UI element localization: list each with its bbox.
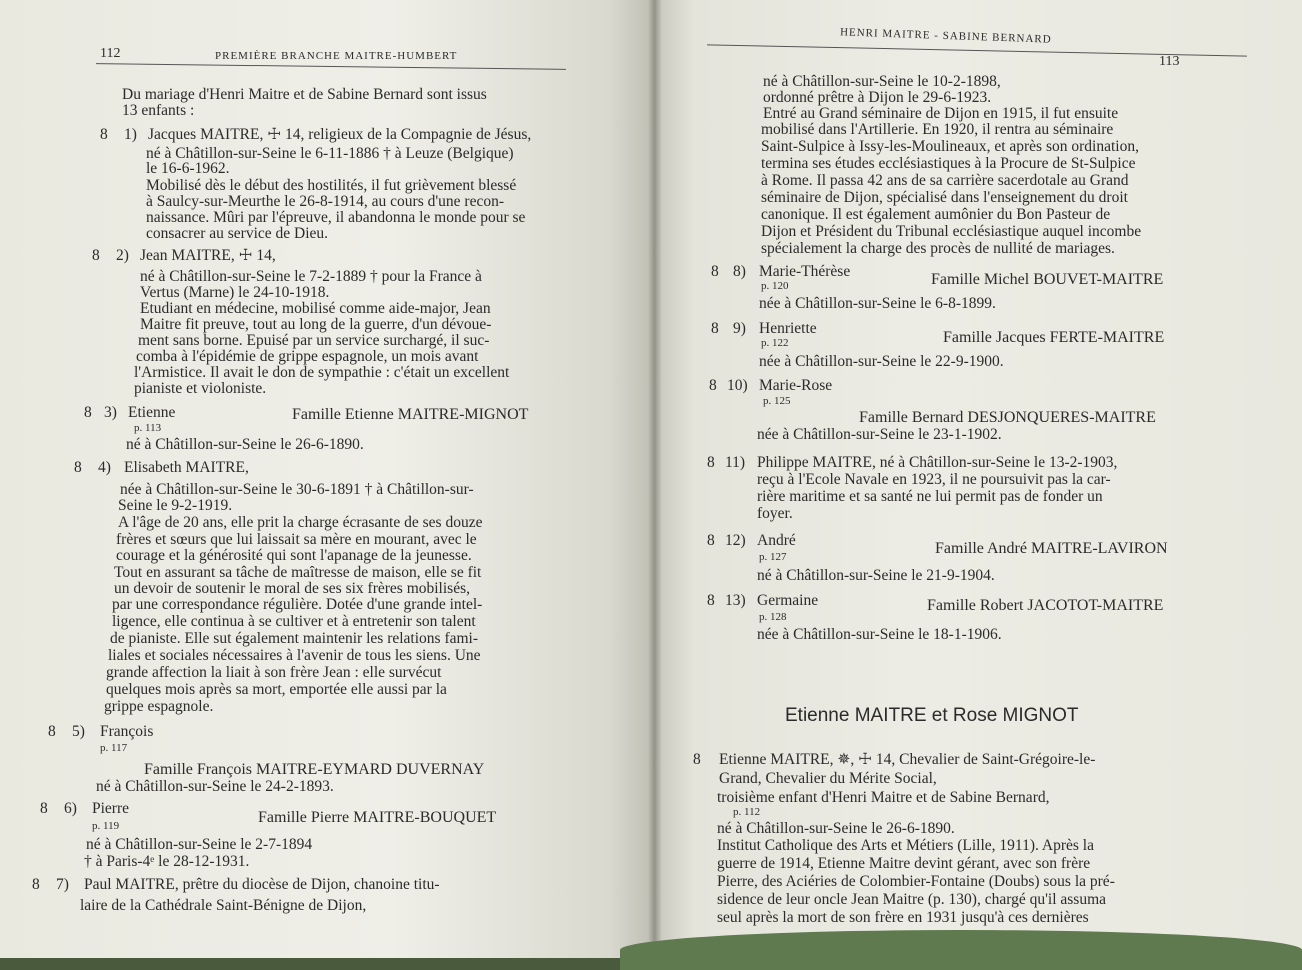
- family-link: Famille Etienne MAITRE-MIGNOT: [292, 406, 529, 423]
- family-link: Famille François MAITRE-EYMARD DUVERNAY: [144, 761, 485, 778]
- page-reference: p. 117: [100, 742, 128, 754]
- text-line: Tout en assurant sa tâche de maîtresse de maison, elle se fit: [114, 564, 482, 581]
- text-line: guerre de 1914, Etienne Maitre devint gérant, avec son frère: [717, 855, 1091, 872]
- text-line: foyer.: [757, 505, 793, 522]
- text-line: Entré au Grand séminaire de Dijon en 1915, il fut ensuite: [763, 105, 1119, 122]
- text-line: à Saulcy-sur-Meurthe le 26-8-1914, au cours d'une recon-: [146, 193, 504, 210]
- text-line: rière maritime et sa santé ne lui permit pas de fonder un: [757, 488, 1103, 505]
- text-line: spécialement la charge des procès de nullité de mariages.: [761, 240, 1115, 257]
- person-name: Pierre: [92, 800, 130, 817]
- entry-number: 2): [116, 247, 129, 264]
- entry-number: 13): [725, 592, 746, 609]
- text-line: termina ses études ecclésiastiques à la Procure de St-Sulpice: [761, 155, 1136, 172]
- text-line: quelques mois après sa mort, emportée elle aussi par la: [106, 681, 447, 698]
- generation-number: 8: [711, 263, 719, 280]
- generation-number: 8: [74, 459, 82, 476]
- family-link: Famille Robert JACOTOT-MAITRE: [927, 597, 1164, 614]
- text-line: né à Châtillon-sur-Seine le 7-2-1889 † pour la France à: [140, 268, 482, 285]
- page-reference: p. 112: [733, 806, 761, 818]
- entry-number: 8): [733, 263, 746, 280]
- generation-number: 8: [84, 404, 92, 421]
- text-line: née à Châtillon-sur-Seine le 30-6-1891 † à Châtillon-sur-: [120, 481, 474, 498]
- header-rule: [96, 63, 566, 70]
- text-line: Saint-Sulpice à Issy-les-Moulineaux, et après son ordination,: [761, 138, 1139, 155]
- text-line: 13 enfants :: [122, 102, 195, 119]
- generation-number: 8: [92, 247, 100, 264]
- generation-number: 8: [100, 126, 108, 143]
- text-line: né à Châtillon-sur-Seine le 2-7-1894: [86, 836, 313, 853]
- entry-number: 3): [104, 404, 117, 421]
- text-line: frères et sœurs que lui laissait sa mère en mourant, avec le: [116, 531, 477, 548]
- text-line: un devoir de soutenir le moral de ses six frères mobilisés,: [114, 580, 470, 597]
- generation-number: 8: [707, 592, 715, 609]
- section-title: Etienne MAITRE et Rose MIGNOT: [785, 705, 1079, 726]
- text-line: né à Châtillon-sur-Seine le 6-11-1886 † à Leuze (Belgique): [146, 145, 514, 162]
- text-line: né à Châtillon-sur-Seine le 10-2-1898,: [763, 73, 1001, 90]
- text-line: grippe espagnole.: [104, 698, 214, 715]
- text-line: canonique. Il est également aumônier du Bon Pasteur de: [761, 206, 1111, 223]
- person-name: Etienne: [128, 404, 176, 421]
- page-reference: p. 128: [759, 611, 787, 623]
- text-line: le 16-6-1962.: [146, 160, 230, 177]
- text-line: Jean MAITRE, ☩ 14,: [140, 247, 276, 264]
- text-line: Etienne MAITRE, ✵, ☩ 14, Chevalier de Saint-Grégoire-le-: [719, 751, 1096, 768]
- family-link: Famille Jacques FERTE-MAITRE: [943, 329, 1165, 346]
- page-reference: p. 120: [761, 280, 789, 292]
- text-line: liales et sociales nécessaires à l'avenir de tous les siens. Une: [108, 647, 481, 664]
- text-line: Paul MAITRE, prêtre du diocèse de Dijon, chanoine titu-: [84, 876, 440, 893]
- text-line: né à Châtillon-sur-Seine le 24-2-1893.: [96, 778, 334, 795]
- text-line: née à Châtillon-sur-Seine le 6-8-1899.: [759, 295, 996, 312]
- family-link: Famille Pierre MAITRE-BOUQUET: [258, 809, 497, 826]
- text-line: ligence, elle continua à se cultiver et à entretenir son talent: [112, 613, 476, 630]
- text-line: pianiste et violoniste.: [134, 380, 267, 397]
- entry-number: 10): [727, 377, 748, 394]
- running-header: PREMIÈRE BRANCHE MAITRE-HUMBERT: [215, 50, 458, 62]
- page-reference: p. 127: [759, 551, 787, 563]
- text-line: mobilisé dans l'Artillerie. En 1920, il rentra au séminaire: [761, 121, 1114, 138]
- text-line: né à Châtillon-sur-Seine le 26-6-1890.: [126, 436, 364, 453]
- text-line: comba à l'épidémie de grippe espagnole, un mois avant: [136, 348, 479, 365]
- text-line: Pierre, des Aciéries de Colombier-Fontaine (Doubs) sous la pré-: [717, 873, 1115, 890]
- family-link: Famille Michel BOUVET-MAITRE: [931, 271, 1164, 288]
- family-link: Famille Bernard DESJONQUERES-MAITRE: [859, 409, 1156, 426]
- generation-number: 8: [711, 320, 719, 337]
- text-line: Institut Catholique des Arts et Métiers (Lille, 1911). Après la: [717, 837, 1094, 854]
- generation-number: 8: [40, 800, 48, 817]
- text-line: à Rome. Il passa 42 ans de sa carrière sacerdotale au Grand: [761, 172, 1129, 189]
- generation-number: 8: [707, 532, 715, 549]
- text-line: consacrer au service de Dieu.: [146, 225, 329, 242]
- generation-number: 8: [693, 751, 701, 768]
- text-line: Mobilisé dès le début des hostilités, il fut grièvement blessé: [146, 177, 517, 194]
- page-number: 112: [100, 46, 121, 61]
- text-line: née à Châtillon-sur-Seine le 22-9-1900.: [759, 353, 1004, 370]
- text-line: Maitre fit preuve, tout au long de la guerre, d'un dévoue-: [140, 316, 492, 333]
- text-line: troisième enfant d'Henri Maitre et de Sabine Bernard,: [717, 789, 1050, 806]
- text-line: Jacques MAITRE, ☩ 14, religieux de la Compagnie de Jésus,: [148, 126, 532, 143]
- text-line: sidence de leur oncle Jean Maitre (p. 130), chargé qu'il assuma: [717, 891, 1107, 908]
- left-page: [0, 0, 655, 958]
- book-gutter: [648, 0, 662, 958]
- generation-number: 8: [707, 454, 715, 471]
- entry-number: 11): [725, 454, 746, 471]
- generation-number: 8: [709, 377, 717, 394]
- page-number: 113: [1159, 54, 1180, 69]
- text-line: courage et la générosité qui sont l'apanage de la jeunesse.: [116, 547, 472, 564]
- text-line: seul après la mort de son frère en 1931 jusqu'à ces dernières: [717, 909, 1089, 926]
- page-reference: p. 119: [92, 820, 120, 832]
- entry-number: 7): [56, 876, 69, 893]
- text-line: † à Paris-4ᵉ le 28-12-1931.: [84, 853, 250, 870]
- text-line: née à Châtillon-sur-Seine le 23-1-1902.: [757, 426, 1002, 443]
- text-line: laire de la Cathédrale Saint-Bénigne de Dijon,: [80, 897, 367, 914]
- text-line: Seine le 9-2-1919.: [118, 497, 233, 514]
- entry-number: 1): [124, 126, 137, 143]
- text-line: reçu à l'Ecole Navale en 1923, il ne poursuivit pas la car-: [757, 471, 1111, 488]
- text-line: Grand, Chevalier du Mérite Social,: [719, 770, 937, 787]
- text-line: Du mariage d'Henri Maitre et de Sabine Bernard sont issus: [122, 86, 487, 103]
- entry-number: 4): [98, 459, 111, 476]
- entry-number: 6): [64, 800, 77, 817]
- entry-number: 12): [725, 532, 746, 549]
- text-line: A l'âge de 20 ans, elle prit la charge écrasante de ses douze: [118, 514, 483, 531]
- text-line: né à Châtillon-sur-Seine le 21-9-1904.: [757, 567, 995, 584]
- text-line: l'Armistice. Il avait le don de sympathie : c'était un excellent: [134, 364, 510, 381]
- person-name: Marie-Rose: [759, 377, 833, 394]
- entry-number: 5): [72, 723, 85, 740]
- background-object: [620, 930, 1302, 970]
- text-line: né à Châtillon-sur-Seine le 26-6-1890.: [717, 820, 955, 837]
- text-line: Dijon et Président du Tribunal ecclésiastique auquel incombe: [761, 223, 1142, 240]
- text-line: grande affection la liait à son frère Jean : elle survécut: [106, 664, 442, 681]
- right-page: [655, 0, 1302, 958]
- page-reference: p. 113: [134, 422, 162, 434]
- family-link: Famille André MAITRE-LAVIRON: [935, 540, 1168, 557]
- person-name: Germaine: [757, 592, 819, 609]
- entry-number: 9): [733, 320, 746, 337]
- running-header: HENRI MAITRE - SABINE BERNARD: [839, 26, 1052, 46]
- text-line: Elisabeth MAITRE,: [124, 459, 249, 476]
- text-line: ment sans borne. Epuisé par un service surchargé, il suc-: [138, 332, 490, 349]
- text-line: naissance. Mûri par l'épreuve, il abandonna le monde pour se: [146, 209, 526, 226]
- generation-number: 8: [48, 723, 56, 740]
- text-line: Philippe MAITRE, né à Châtillon-sur-Seine le 13-2-1903,: [757, 454, 1118, 471]
- person-name: François: [100, 723, 154, 740]
- text-line: de pianiste. Elle sut également maintenir les relations fami-: [110, 630, 479, 647]
- text-line: née à Châtillon-sur-Seine le 18-1-1906.: [757, 626, 1002, 643]
- text-line: Vertus (Marne) le 24-10-1918.: [140, 284, 330, 301]
- text-line: ordonné prêtre à Dijon le 29-6-1923.: [763, 89, 992, 106]
- text-line: séminaire de Dijon, spécialisé dans l'enseignement du droit: [761, 189, 1128, 206]
- page-reference: p. 122: [761, 337, 789, 349]
- generation-number: 8: [32, 876, 40, 893]
- text-line: par une correspondance régulière. Dotée d'une grande intel-: [112, 596, 483, 613]
- person-name: André: [757, 532, 796, 549]
- person-name: Henriette: [759, 320, 817, 337]
- person-name: Marie-Thérèse: [759, 263, 851, 280]
- text-line: Etudiant en médecine, mobilisé comme aide-major, Jean: [140, 300, 491, 317]
- page-reference: p. 125: [763, 395, 791, 407]
